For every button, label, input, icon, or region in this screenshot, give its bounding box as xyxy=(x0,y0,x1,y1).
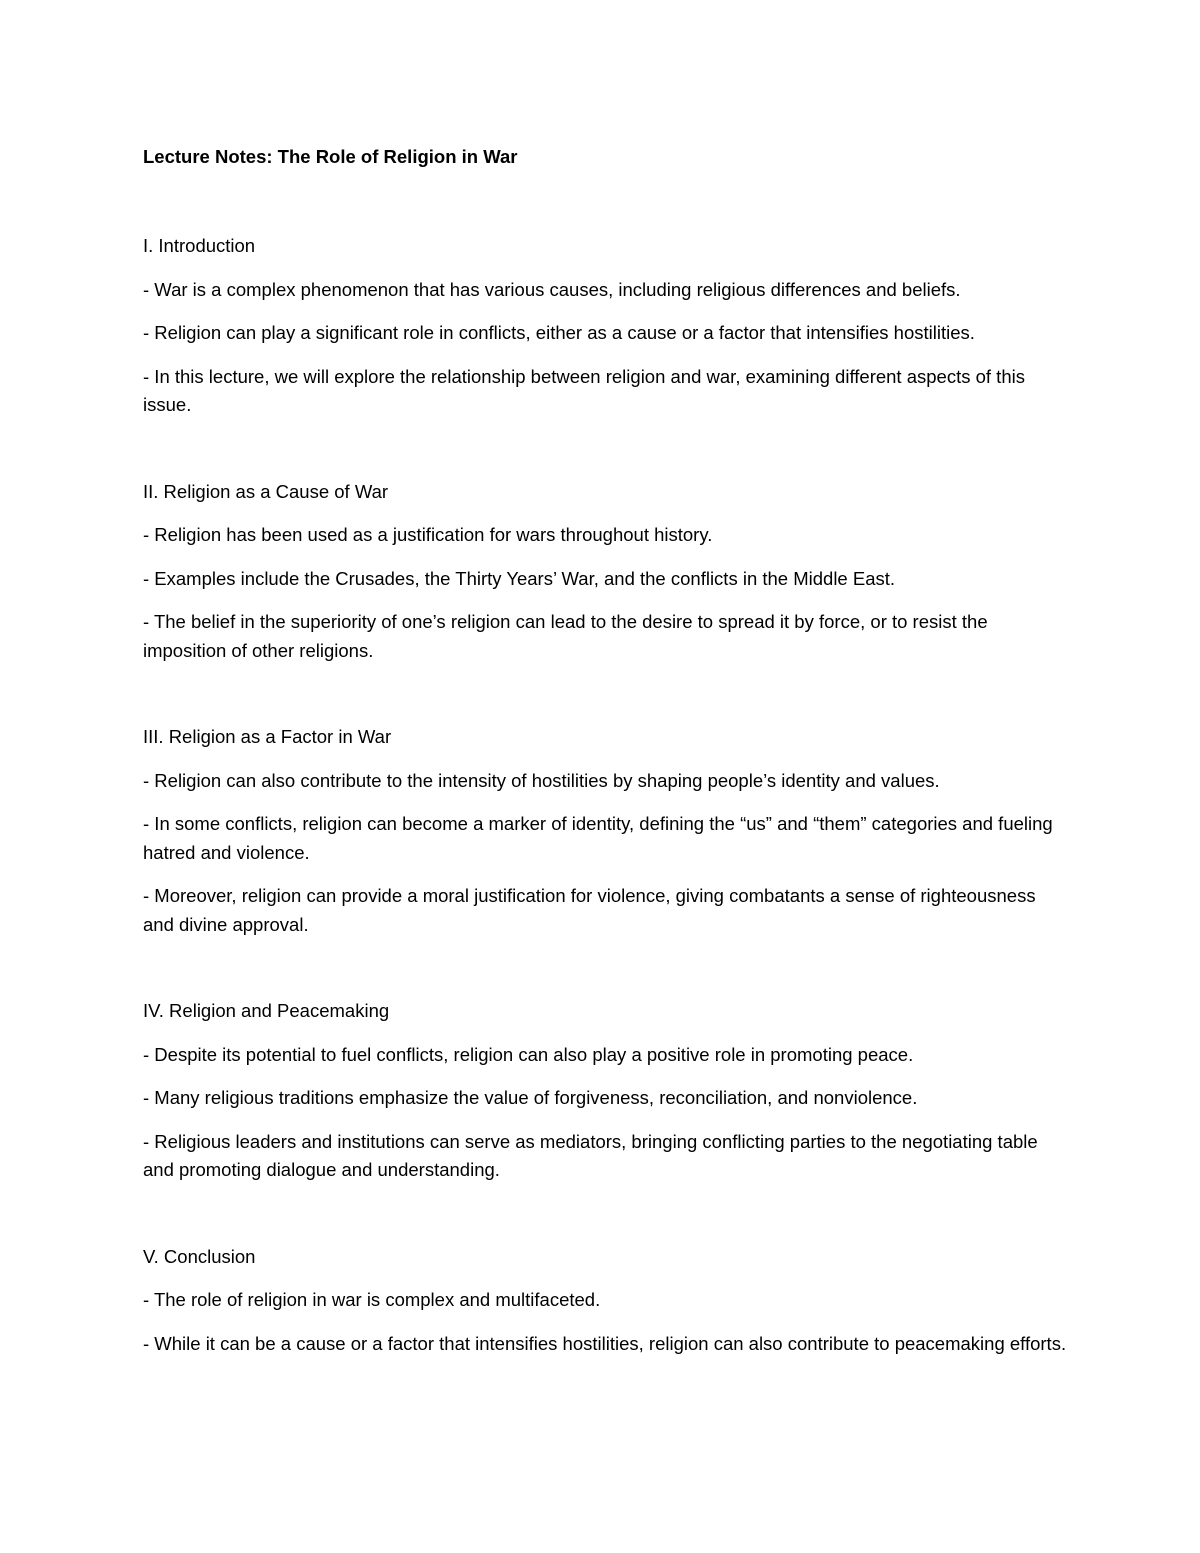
section-heading: I. Introduction xyxy=(143,235,256,256)
bullet-item: - The role of religion in war is complex and multifaceted. xyxy=(143,1289,601,1310)
section-heading: V. Conclusion xyxy=(143,1245,256,1267)
section-heading: IV. Religion and Peacemaking xyxy=(143,1000,390,1021)
bullet-item: - The belief in the superiority of one’s religion can lead to the desire to spread it by force, or to resist the imposition of other religions. xyxy=(143,611,988,661)
bullet-item: - While it can be a cause or a factor that intensifies hostilities, religion can also contribute to peacemaking efforts. xyxy=(143,1332,1067,1354)
bullet-item: - Religion can play a significant role in conflicts, either as a cause or a factor that intensifies hostilities. xyxy=(143,322,975,343)
bullet-item: - Religious leaders and institutions can serve as mediators, bringing conflicting parties to the negotiating table and promoting dialogue and understanding. xyxy=(143,1130,1038,1180)
section-religion-and-peacemaking xyxy=(143,997,1068,1185)
bullet-item: - In this lecture, we will explore the relationship between religion and war, examining different aspects of this issue. xyxy=(143,365,1025,415)
bullet-item: - In some conflicts, religion can become a marker of identity, defining the “us” and “them” categories and fueling hatred and violence. xyxy=(143,813,1053,863)
section-heading: II. Religion as a Cause of War xyxy=(143,480,389,502)
section-heading: III. Religion as a Factor in War xyxy=(143,726,392,747)
section-religion-as-cause xyxy=(143,478,1068,666)
bullet-item: - Many religious traditions emphasize the value of forgiveness, reconciliation, and nonviolence. xyxy=(143,1087,918,1108)
section-conclusion xyxy=(143,1243,1068,1359)
section-introduction xyxy=(143,232,1068,420)
bullet-item: - War is a complex phenomenon that has various causes, including religious differences and beliefs. xyxy=(143,278,961,300)
bullet-item: - Examples include the Crusades, the Thirty Years’ War, and the conflicts in the Middle East. xyxy=(143,567,896,589)
document-body xyxy=(143,140,1068,1416)
section-religion-as-factor xyxy=(143,723,1068,939)
bullet-item: - Religion has been used as a justification for wars throughout history. xyxy=(143,524,713,545)
bullet-item: - Religion can also contribute to the intensity of hostilities by shaping people’s identity and values. xyxy=(143,769,940,791)
bullet-item: - Moreover, religion can provide a moral justification for violence, giving combatants a sense of righteousness and divine approval. xyxy=(143,885,1036,935)
document-title: Lecture Notes: The Role of Religion in War xyxy=(143,146,518,167)
bullet-item: - Despite its potential to fuel conflicts, religion can also play a positive role in promoting peace. xyxy=(143,1043,914,1065)
